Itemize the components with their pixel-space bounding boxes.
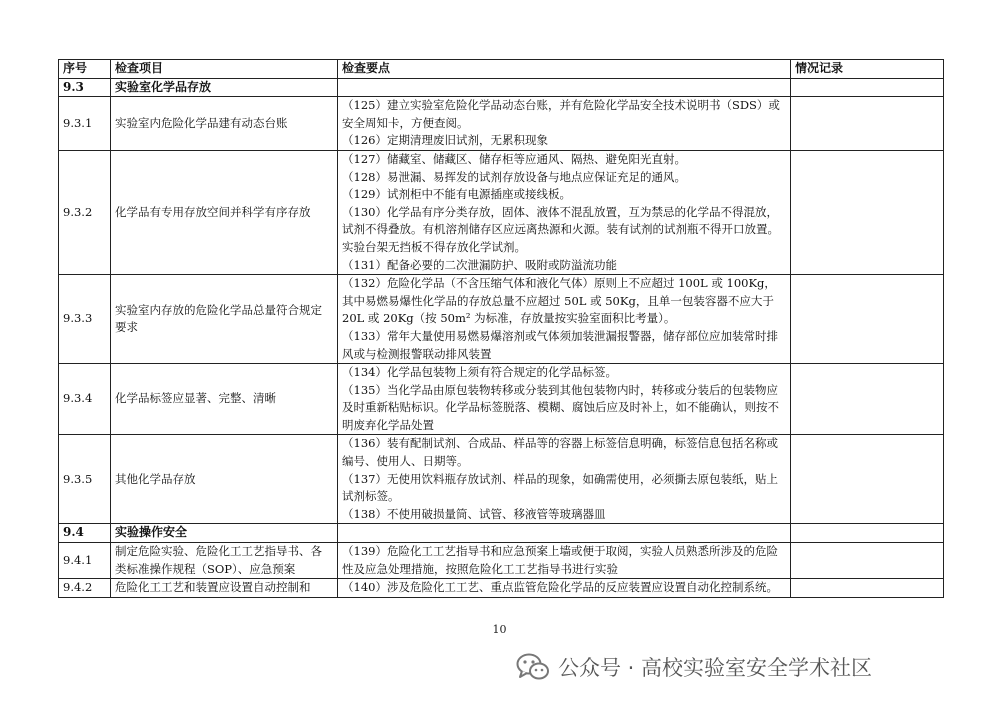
table-row — [59, 97, 944, 151]
watermark — [516, 650, 872, 684]
row-record — [791, 275, 944, 364]
row-number: 9.3.1 — [59, 97, 111, 151]
row-number: 9.3.4 — [59, 364, 111, 435]
table-row — [59, 435, 944, 524]
check-point: （127）储藏室、储藏区、储存柜等应通风、隔热、避免阳光直射。 — [342, 151, 686, 166]
row-number: 9.3.5 — [59, 435, 111, 524]
section-row-9-4 — [59, 524, 944, 543]
header-record: 情况记录 — [791, 60, 944, 79]
table-row — [59, 579, 944, 598]
row-item: 实验室内存放的危险化学品总量符合规定要求 — [111, 275, 338, 364]
row-item: 危险化工工艺和装置应设置自动控制和 — [111, 579, 338, 598]
row-record — [791, 579, 944, 598]
row-record — [791, 435, 944, 524]
row-item: 实验室内危险化学品建有动态台账 — [111, 97, 338, 151]
row-item: 制定危险实验、危险化工工艺指导书、各类标准操作规程（SOP）、应急预案 — [111, 543, 338, 579]
table-row — [59, 275, 944, 364]
row-points — [338, 275, 791, 364]
check-point: （139）危险化工工艺指导书和应急预案上墙或便于取阅，实验人员熟悉所涉及的危险性及应急处理措施，按照危险化工工艺指导书进行实验 — [342, 544, 778, 576]
check-point: （133）常年大量使用易燃易爆溶剂或气体须加装泄漏报警器，储存部位应加装常时排风或与检测报警联动排风装置 — [342, 328, 778, 361]
check-point: （140）涉及危险化工工艺、重点监管危险化学品的反应装置应设置自动化控制系统。 — [342, 580, 778, 595]
check-point: （129）试剂柜中不能有电源插座或接线板。 — [342, 187, 571, 202]
watermark-text: 公众号 · 高校实验室安全学术社区 — [558, 656, 873, 680]
row-points — [338, 435, 791, 524]
header-number: 序号 — [59, 60, 111, 79]
row-number: 9.4.2 — [59, 579, 111, 598]
row-item: 化学品标签应显著、完整、清晰 — [111, 364, 338, 435]
section-title: 实验室化学品存放 — [111, 78, 338, 97]
row-record — [791, 150, 944, 274]
check-point: （128）易泄漏、易挥发的试剂存放设备与地点应保证充足的通风。 — [342, 169, 686, 184]
table-header-row — [59, 60, 944, 79]
table-row — [59, 543, 944, 579]
row-points — [338, 97, 791, 151]
check-point: （137）无使用饮料瓶存放试剂、样品的现象，如确需使用，必须撕去原包装纸，贴上试剂标签。 — [342, 471, 778, 504]
row-record — [791, 364, 944, 435]
row-points — [338, 579, 791, 598]
section-number: 9.3 — [59, 78, 111, 97]
row-number: 9.4.1 — [59, 543, 111, 579]
wechat-icon — [516, 652, 550, 682]
check-point: （135）当化学品由原包装物转移或分装到其他包装物内时，转移或分装后的包装物应及时重新粘贴标识。化学品标签脱落、模糊、腐蚀后应及时补上，如不能确认，则按不明废弃化学品处置 — [342, 382, 779, 432]
check-point: （126）定期清理废旧试剂，无累积现象 — [342, 133, 548, 148]
check-point: （134）化学品包装物上须有符合规定的化学品标签。 — [342, 365, 617, 380]
check-point: （125）建立实验室危险化学品动态台账，并有危险化学品安全技术说明书（SDS）或安全周知卡，方便查阅。 — [342, 98, 780, 130]
check-point: （132）危险化学品（不含压缩气体和液化气体）原则上不应超过 100L 或 100Kg，其中易燃易爆性化学品的存放总量不应超过 50L 或 50Kg，且单一包装容器不应大于 20L 或 20Kg（按 50m² 为标准，存放量按实验室面积比考量）。 — [342, 276, 776, 326]
row-points — [338, 364, 791, 435]
header-points: 检查要点 — [338, 60, 791, 79]
row-record — [791, 97, 944, 151]
check-point: （138）不使用破损量筒、试管、移液管等玻璃器皿 — [342, 506, 606, 521]
page-number: 10 — [492, 623, 507, 636]
row-points — [338, 543, 791, 579]
section-title: 实验操作安全 — [111, 524, 338, 543]
inspection-table — [58, 59, 944, 598]
section-row-9-3 — [59, 78, 944, 97]
row-points — [338, 150, 791, 274]
table-row — [59, 150, 944, 274]
check-point: （136）装有配制试剂、合成品、样品等的容器上标签信息明确，标签信息包括名称或编号、使用人、日期等。 — [342, 436, 778, 469]
check-point: （131）配备必要的二次泄漏防护、吸附或防溢流功能 — [342, 257, 617, 272]
section-number: 9.4 — [59, 524, 111, 543]
row-number: 9.3.2 — [59, 150, 111, 274]
row-item: 其他化学品存放 — [111, 435, 338, 524]
row-item: 化学品有专用存放空间并科学有序存放 — [111, 150, 338, 274]
row-number: 9.3.3 — [59, 275, 111, 364]
row-record — [791, 543, 944, 579]
header-item: 检查项目 — [111, 60, 338, 79]
check-point: （130）化学品有序分类存放，固体、液体不混乱放置，互为禁忌的化学品不得混放，试剂不得叠放。有机溶剂储存区应远离热源和火源。装有试剂的试剂瓶不得开口放置。实验台架无挡板不得存放化学试剂。 — [342, 204, 779, 254]
table-row — [59, 364, 944, 435]
